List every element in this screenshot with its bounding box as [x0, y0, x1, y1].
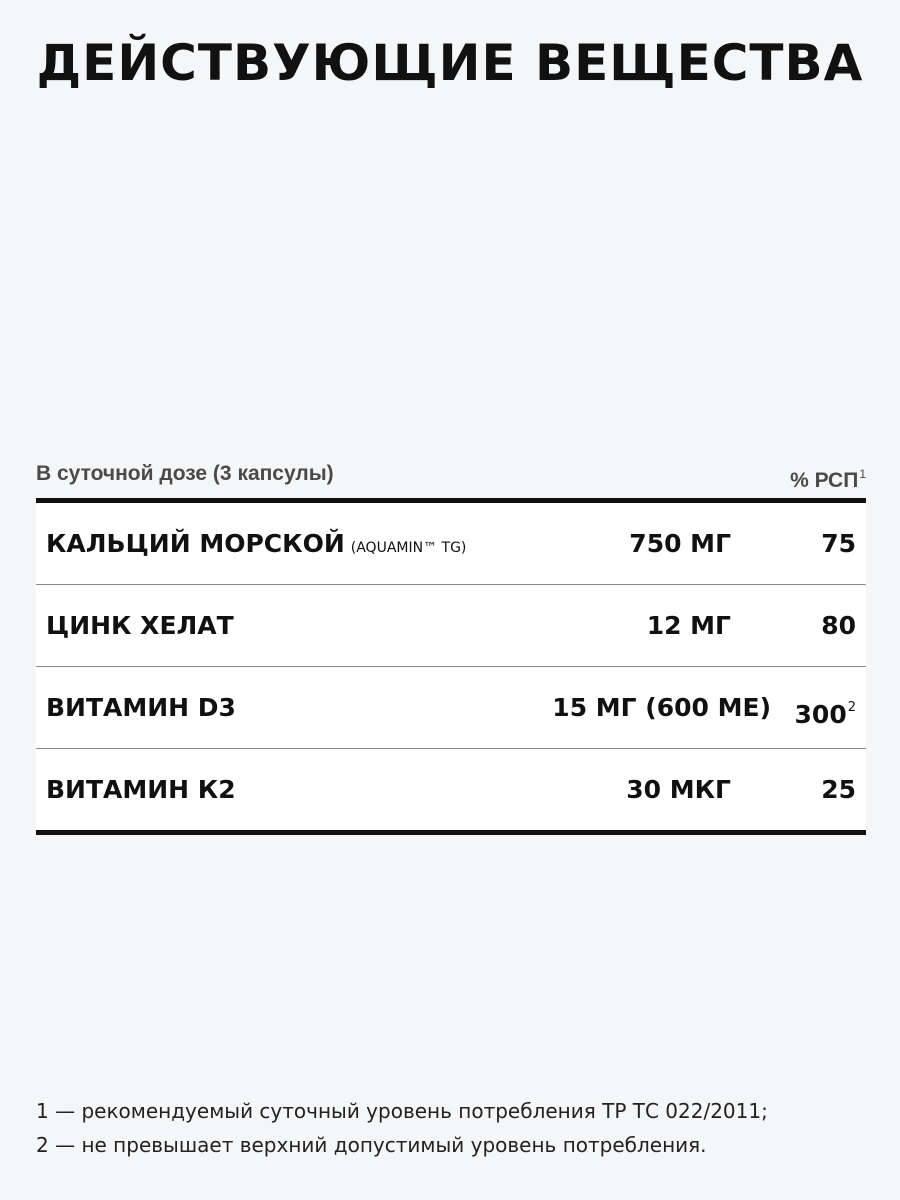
ingredient-amount: 12 МГ [646, 611, 731, 640]
table-row [36, 667, 866, 749]
ingredient-name-text: ЦИНК ХЕЛАТ [46, 611, 234, 640]
table-row [36, 503, 866, 585]
ingredient-rsp-value: 300 [794, 700, 847, 729]
ingredient-rsp-value: 75 [821, 529, 856, 558]
ingredient-rsp-percent [795, 667, 856, 755]
ingredients-table [36, 498, 866, 835]
ingredient-rsp-value: 25 [821, 775, 856, 804]
ingredient-name-text: ВИТАМИН К2 [46, 775, 236, 804]
ingredient-amount: 15 МГ (600 МЕ) [552, 693, 771, 722]
footnote-ref-1: 1 [859, 467, 866, 481]
footnote-2: 2 — не превышает верхний допустимый уровень потребления. [36, 1133, 707, 1157]
ingredient-name [46, 749, 236, 830]
table-header [36, 458, 866, 490]
ingredient-name [46, 585, 234, 666]
footnotes [36, 1094, 876, 1162]
rsp-percent-label [790, 458, 866, 497]
page-title: ДЕЙСТВУЮЩИЕ ВЕЩЕСТВА [36, 34, 864, 92]
ingredient-amount: 750 МГ [629, 529, 731, 558]
ingredient-rsp-percent [821, 749, 856, 830]
ingredient-amount: 30 МКГ [626, 775, 731, 804]
ingredient-note: (AQUAMIN™ TG) [350, 540, 467, 556]
footnote-ref-2: 2 [847, 700, 856, 715]
daily-dose-label: В суточной дозе (3 капсулы) [36, 462, 334, 485]
footnote-1: 1 — рекомендуемый суточный уровень потребления ТР ТС 022/2011; [36, 1099, 768, 1123]
ingredient-rsp-value: 80 [821, 611, 856, 640]
table-row [36, 585, 866, 667]
ingredient-rsp-percent [821, 585, 856, 666]
ingredient-name-text: ВИТАМИН D3 [46, 693, 236, 722]
ingredient-rsp-percent [821, 503, 856, 584]
table-row [36, 749, 866, 830]
ingredient-name [46, 503, 466, 589]
ingredient-name-text: КАЛЬЦИЙ МОРСКОЙ [46, 529, 345, 558]
rsp-percent-text: % РСП [790, 469, 859, 492]
ingredient-name [46, 667, 236, 748]
